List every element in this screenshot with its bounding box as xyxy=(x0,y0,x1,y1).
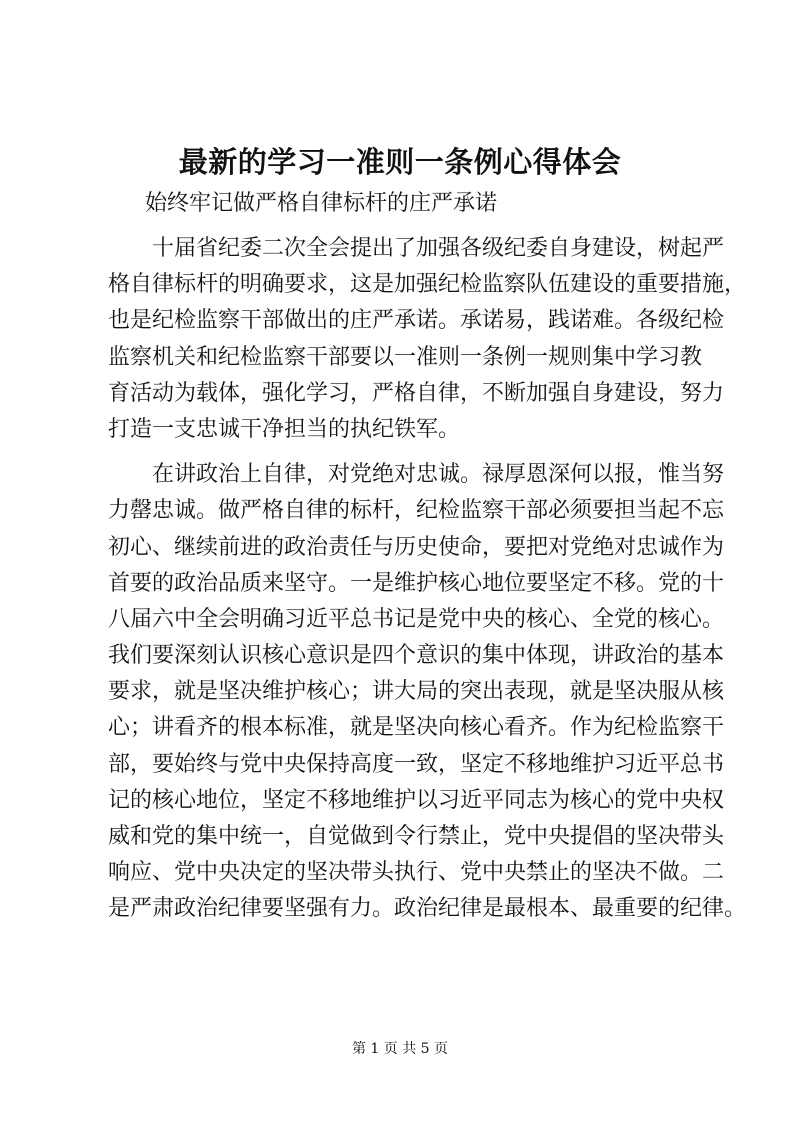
text-line: 也是纪检监察干部做出的庄严承诺。承诺易，践诺难。各级纪检 xyxy=(108,308,725,334)
document-subtitle: 始终牢记做严格自律标杆的庄严承诺 xyxy=(145,191,498,216)
text-line: 打造一支忠诚干净担当的执纪铁军。 xyxy=(108,416,461,442)
text-line: 在讲政治上自律，对党绝对忠诚。禄厚恩深何以报，惟当努 xyxy=(108,462,725,488)
text-line: 首要的政治品质来坚守。一是维护核心地位要坚定不移。党的十 xyxy=(108,570,725,596)
page-footer: 第 1 页 共 5 页 xyxy=(351,1041,449,1057)
text-line: 响应、党中央决定的坚决带头执行、党中央禁止的坚决不做。二 xyxy=(108,860,725,886)
text-line: 心；讲看齐的根本标准，就是坚决向核心看齐。作为纪检监察干 xyxy=(108,715,725,741)
paragraph xyxy=(108,457,747,927)
text-line: 记的核心地位，坚定不移地维护以习近平同志为核心的党中央权 xyxy=(108,787,725,813)
text-line: 初心、继续前进的政治责任与历史使命，要把对党绝对忠诚作为 xyxy=(108,534,725,560)
text-line: 威和党的集中统一，自觉做到令行禁止，党中央提倡的坚决带头 xyxy=(108,824,725,849)
document-body xyxy=(108,231,747,928)
text-line: 是严肃政治纪律要坚强有力。政治纪律是最根本、最重要的纪律。 xyxy=(108,896,747,922)
text-line: 我们要深刻认识核心意识是四个意识的集中体现，讲政治的基本 xyxy=(108,643,725,669)
text-line: 八届六中全会明确习近平总书记是党中央的核心、全党的核心。 xyxy=(108,606,725,632)
text-line: 要求，就是坚决维护核心；讲大局的突出表现，就是坚决服从核 xyxy=(108,679,725,705)
text-line: 育活动为载体，强化学习，严格自律，不断加强自身建设，努力 xyxy=(108,380,725,406)
document-title: 最新的学习一准则一条例心得体会 xyxy=(178,145,622,179)
text-line: 力罄忠诚。做严格自律的标杆，纪检监察干部必须要担当起不忘 xyxy=(108,498,725,524)
paragraph-spacer xyxy=(108,448,708,457)
text-line: 格自律标杆的明确要求，这是加强纪检监察队伍建设的重要措施， xyxy=(108,272,747,298)
text-line: 监察机关和纪检监察干部要以一准则一条例一规则集中学习教 xyxy=(108,344,703,370)
paragraph xyxy=(108,231,747,448)
text-line: 部，要始终与党中央保持高度一致，坚定不移地维护习近平总书 xyxy=(108,751,725,777)
text-line: 十届省纪委二次全会提出了加强各级纪委自身建设，树起严 xyxy=(108,236,725,261)
